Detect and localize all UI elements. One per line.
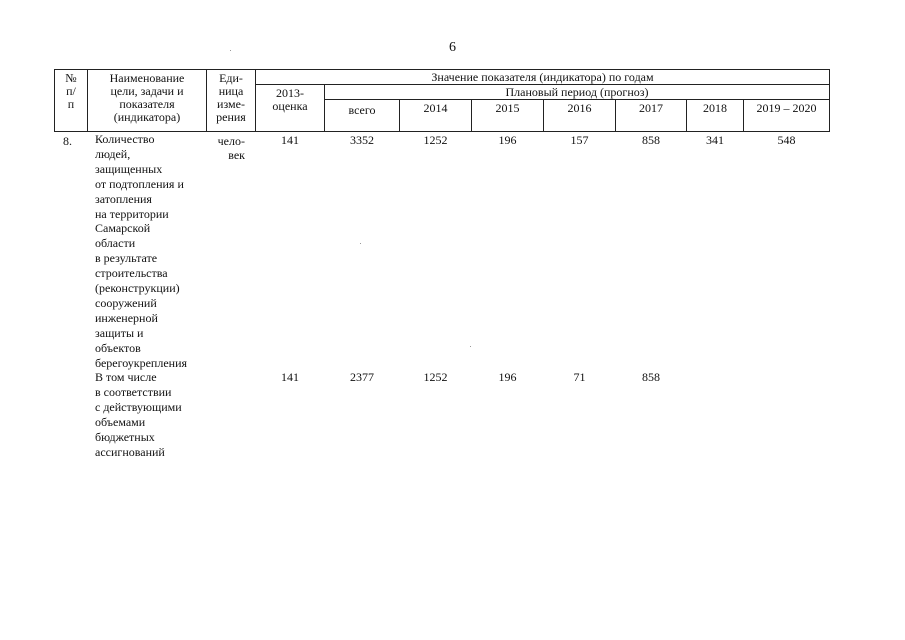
row-2016-value: 71 — [573, 370, 586, 384]
row-total-value: 3352 — [350, 133, 374, 147]
row-2017-value: 858 — [642, 370, 660, 384]
row-2016-value: 157 — [570, 133, 589, 147]
header-plan-2014: 2014 — [423, 101, 448, 115]
row-unit: чело- век — [217, 134, 245, 162]
row-number: 8. — [63, 134, 72, 148]
header-estimate: 2013- оценка — [272, 86, 308, 113]
header-plan-total: всего — [348, 103, 376, 117]
row-2019-2020-value: 548 — [777, 133, 796, 147]
row-name: Количество людей, защищенных от подтопления и затопления на территории Самарской области в результате строительства (реконструкции) сооружений инженерной защиты и объектов берегоукрепления — [95, 132, 188, 370]
row-2014-value: 1252 — [423, 370, 448, 384]
header-values-title: Значение показателя (индикатора) по годам — [431, 70, 654, 84]
header-col-name: Наименование цели, задачи и показателя (индикатора) — [109, 71, 185, 124]
row-2018-value: 341 — [706, 133, 724, 147]
header-col-number: № п/ п — [65, 71, 77, 111]
header-plan-title: Плановый период (прогноз) — [505, 85, 649, 99]
scan-speck — [470, 346, 471, 347]
row-total-value: 2377 — [350, 370, 374, 384]
grid-line — [829, 69, 830, 132]
row-estimate-value: 141 — [281, 133, 299, 147]
header-plan-2016: 2016 — [567, 101, 592, 115]
row-2015-value: 196 — [498, 370, 517, 384]
page-number: 6 — [449, 40, 456, 55]
scan-speck — [230, 50, 231, 51]
header-plan-2018: 2018 — [703, 101, 727, 115]
header-plan-2017: 2017 — [639, 101, 663, 115]
header-plan-2019-2020: 2019 – 2020 — [756, 101, 817, 115]
row-name: В том числе в соответствии с действующими объемами бюджетных ассигнований — [95, 370, 182, 459]
row-2014-value: 1252 — [423, 133, 448, 147]
row-estimate-value: 141 — [281, 370, 299, 384]
row-2015-value: 196 — [498, 133, 517, 147]
header-col-unit: Еди- ница изме- рения — [216, 71, 246, 124]
scan-speck — [360, 243, 361, 244]
row-2017-value: 858 — [642, 133, 660, 147]
header-plan-2015: 2015 — [495, 101, 520, 115]
